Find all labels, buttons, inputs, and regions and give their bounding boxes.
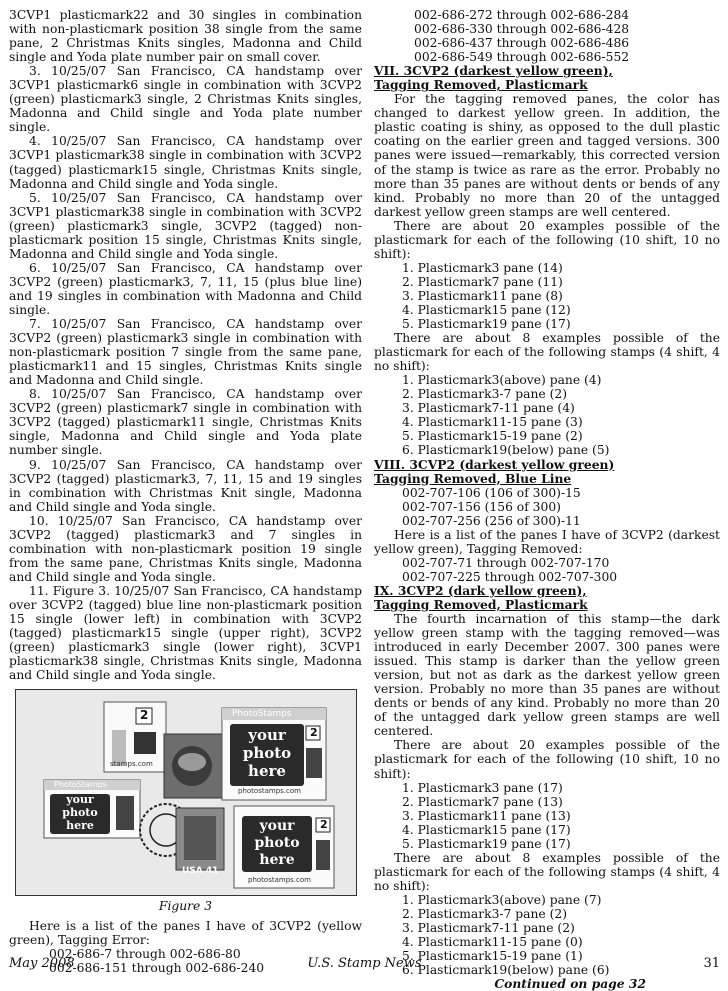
stamp-line-photo-2: photo <box>62 806 98 820</box>
list-item: 1. Plasticmark3 pane (14) <box>402 260 563 275</box>
list-item: 4. Plasticmark11-15 pane (3) <box>402 415 583 430</box>
paragraph-11: 11. Figure 3. 10/25/07 San Francisco, CA handstamp over 3CVP2 (tagged) blue line non-plasticmark position 15 single (lower left) in combination with 3CVP2 (tagged) plasticmark15 single (upper right), 3CVP2 (green) plasticmark3 single (lower right), 3CVP1 plasticmark38 single, Christmas Knits single, Madonna and Child single and Yoda single. <box>9 583 362 683</box>
section-8-subtitle: Tagging Removed, Blue Line <box>374 470 572 486</box>
list-item: 002-707-256 (256 of 300)-11 <box>402 513 581 528</box>
list-item: 4. Plasticmark11-15 pane (0) <box>402 935 583 950</box>
range-item: 002-686-272 through 002-686-284 <box>414 8 630 22</box>
range-item: 002-686-330 through 002-686-428 <box>414 22 630 37</box>
range-item: 002-686-437 through 002-686-486 <box>414 36 630 51</box>
section-9-paragraph-1: The fourth incarnation of this stamp—the dark yellow green stamp with the tagging removed—was introduced in early December 2007. 300 panes were issued. This stamp is darker than the yellow green version, but not as dark as the darkest yellow green version. Probably no more than 35 panes are without dents or bends of any kind. Probably no more than 20 of the untagged dark yellow green stamps are well centered. <box>374 612 720 739</box>
paragraph-9: 9. 10/25/07 San Francisco, CA handstamp over 3CVP2 (tagged) plasticmark3, 7, 11, 15 and 19 singles in combination with Christmas Knit single, Madonna and Child single and Yoda single. <box>9 457 362 514</box>
range-item: 002-707-71 through 002-707-170 <box>402 555 610 570</box>
section-8-paragraph-1: Here is a list of the panes I have of 3CVP2 (darkest yellow green), Tagging Removed: <box>374 527 720 556</box>
section-7-subtitle: Tagging Removed, Plasticmark <box>374 77 588 93</box>
list-item: 4. Plasticmark15 pane (17) <box>402 822 571 837</box>
right-column <box>374 8 720 991</box>
section-9-paragraph-3: There are about 8 examples possible of the plasticmark for each of the following stamps (4 shift, 4 no shift): <box>374 850 720 893</box>
section-9-subtitle: Tagging Removed, Plasticmark <box>374 596 588 612</box>
madonna-stamp-icon <box>176 808 224 870</box>
paragraph-pane-list: Here is a list of the panes I have of 3CVP2 (yellow green), Tagging Error: <box>9 919 362 948</box>
list-item: 3. Plasticmark7-11 pane (4) <box>402 401 575 416</box>
stamp-text-middle <box>52 793 108 832</box>
range-item: 002-686-151 through 002-686-240 <box>49 961 265 976</box>
stamp-line-your: your <box>248 726 286 745</box>
stamp-value-lower: 2 <box>320 818 328 832</box>
section-7-paragraph-2: There are about 20 examples possible of the plasticmark for each of the following (10 shift, 10 no shift): <box>374 218 720 261</box>
stamp-value-upper: 2 <box>310 726 318 740</box>
section-9-paragraph-2: There are about 20 examples possible of the plasticmark for each of the following (10 shift, 10 no shift): <box>374 738 720 781</box>
stamp-line-photo-3: photo <box>254 835 300 852</box>
stamp-line-here-3: here <box>259 852 295 869</box>
continued-note: Continued on page 32 <box>494 976 646 991</box>
list-item: 5. Plasticmark15-19 pane (1) <box>402 949 583 964</box>
list-item: 002-707-106 (106 of 300)-15 <box>402 485 581 500</box>
paragraph-6: 6. 10/25/07 San Francisco, CA handstamp over 3CVP2 (green) plasticmark3, 7, 11, 15 (plus blue line) and 19 singles in combination with Madonna and Child single. <box>9 260 362 317</box>
stamp-value-small: 2 <box>140 708 149 723</box>
left-column <box>9 8 362 975</box>
figure-3-photo <box>15 689 357 896</box>
list-item: 1. Plasticmark3 pane (17) <box>402 780 563 795</box>
paragraph-10: 10. 10/25/07 San Francisco, CA handstamp over 3CVP2 (tagged) plasticmark3 and 7 singles in combination with non-plasticmark position 19 single from the same pane, Christmas Knits single, Madonna and Child single and Yoda single. <box>9 513 362 584</box>
stamp-line-here-2: here <box>66 819 94 833</box>
stamp-url-lower: photostamps.com <box>248 876 311 885</box>
list-item: 6. Plasticmark19(below) pane (6) <box>402 963 610 978</box>
section-8-title: VIII. 3CVP2 (darkest yellow green) <box>374 456 615 472</box>
yoda-stamp-icon <box>164 734 222 798</box>
paragraph-intro: 3CVP1 plasticmark22 and 30 singles in combination with non-plasticmark position 38 single from the same pane, 2 Christmas Knits singles, Madonna and Child single and Yoda plate number pair on small cover. <box>9 8 362 65</box>
list-item: 1. Plasticmark3(above) pane (4) <box>402 373 602 388</box>
section-7-paragraph-1: For the tagging removed panes, the color has changed to darkest yellow green. In addition, the plastic coating is shiny, as opposed to the dull plastic coating on the earlier green and tagged versions. 300 panes were issued—remarkably, this corrected version of the stamp is twice as rare as the error. Probably no more than 35 panes are without dents or bends of any kind. Probably no more than 20 of the untagged darkest yellow green stamps are well centered. <box>374 92 720 219</box>
usa-denomination: USA 41 <box>182 866 219 877</box>
stamp-line-photo: photo <box>242 744 292 763</box>
list-item: 2. Plasticmark7 pane (11) <box>402 274 563 289</box>
stamp-line-your-3: your <box>259 818 295 835</box>
list-item: 2. Plasticmark3-7 pane (2) <box>402 907 568 921</box>
section-7-paragraph-3: There are about 8 examples possible of the plasticmark for each of the following stamps (4 shift, 4 no shift): <box>374 331 720 374</box>
list-item: 3. Plasticmark7-11 pane (2) <box>402 921 575 936</box>
list-item: 4. Plasticmark15 pane (12) <box>402 302 571 317</box>
stamp-site-label: stamps.com <box>110 760 153 769</box>
list-item: 2. Plasticmark7 pane (13) <box>402 794 563 809</box>
stamp-brand-upper: PhotoStamps <box>232 709 292 720</box>
section-7-title: VII. 3CVP2 (darkest yellow green), <box>374 63 613 79</box>
list-item: 5. Plasticmark19 pane (17) <box>402 317 571 332</box>
stamp-line-your-2: your <box>66 793 94 807</box>
range-item: 002-707-225 through 002-707-300 <box>402 569 618 584</box>
stamp-text-lower <box>244 818 310 869</box>
list-item: 5. Plasticmark15-19 pane (2) <box>402 429 583 444</box>
stamp-line-here: here <box>248 762 286 781</box>
footer-page-number: 31 <box>703 956 720 971</box>
stamp-url-upper: photostamps.com <box>238 787 301 796</box>
paragraph-4: 4. 10/25/07 San Francisco, CA handstamp over 3CVP1 plasticmark38 single in combination with 3CVP2 (tagged) plasticmark15 single, Christmas Knits single, Madonna and Child single and Yoda single. <box>9 134 362 191</box>
list-item: 1. Plasticmark3(above) pane (7) <box>402 892 602 907</box>
list-item: 5. Plasticmark19 pane (17) <box>402 836 571 851</box>
range-item: 002-686-549 through 002-686-552 <box>414 50 630 65</box>
section-9-title: IX. 3CVP2 (dark yellow green), <box>374 582 587 598</box>
stamp-brand-middle: PhotoStamps <box>54 780 107 790</box>
list-item: 002-707-156 (156 of 300) <box>402 499 561 514</box>
paragraph-8: 8. 10/25/07 San Francisco, CA handstamp over 3CVP2 (green) plasticmark7 single in combination with 3CVP2 (tagged) plasticmark11 single, Christmas Knits single, Madonna and Child single and Yoda plate number single. <box>9 387 362 458</box>
stamp-text-upper <box>234 726 300 780</box>
range-item: 002-686-7 through 002-686-80 <box>49 947 241 962</box>
paragraph-5: 5. 10/25/07 San Francisco, CA handstamp over 3CVP1 plasticmark38 single in combination with 3CVP2 (green) plasticmark3 single, 3CVP2 (tagged) non-plasticmark position 15 single, Christmas Knits single, Madonna and Child single and Yoda single. <box>9 190 362 261</box>
list-item: 2. Plasticmark3-7 pane (2) <box>402 387 568 402</box>
footer-publication: U.S. Stamp News <box>307 956 422 971</box>
footer-date: May 2008 <box>9 956 75 971</box>
paragraph-3: 3. 10/25/07 San Francisco, CA handstamp over 3CVP1 plasticmark6 single in combination with 3CVP2 (green) plasticmark3 single, 2 Christmas Knits singles, Madonna and Child single and Yoda plate number single. <box>9 64 362 135</box>
list-item: 6. Plasticmark19(below) pane (5) <box>402 443 610 458</box>
paragraph-7: 7. 10/25/07 San Francisco, CA handstamp over 3CVP2 (green) plasticmark3 single in combination with non-plasticmark position 7 single from the same pane, plasticmark11 and 15 singles, Christmas Knits single and Madonna and Child single. <box>9 317 362 388</box>
figure-caption: Figure 3 <box>158 899 213 914</box>
list-item: 3. Plasticmark11 pane (13) <box>402 808 571 823</box>
list-item: 3. Plasticmark11 pane (8) <box>402 288 563 303</box>
